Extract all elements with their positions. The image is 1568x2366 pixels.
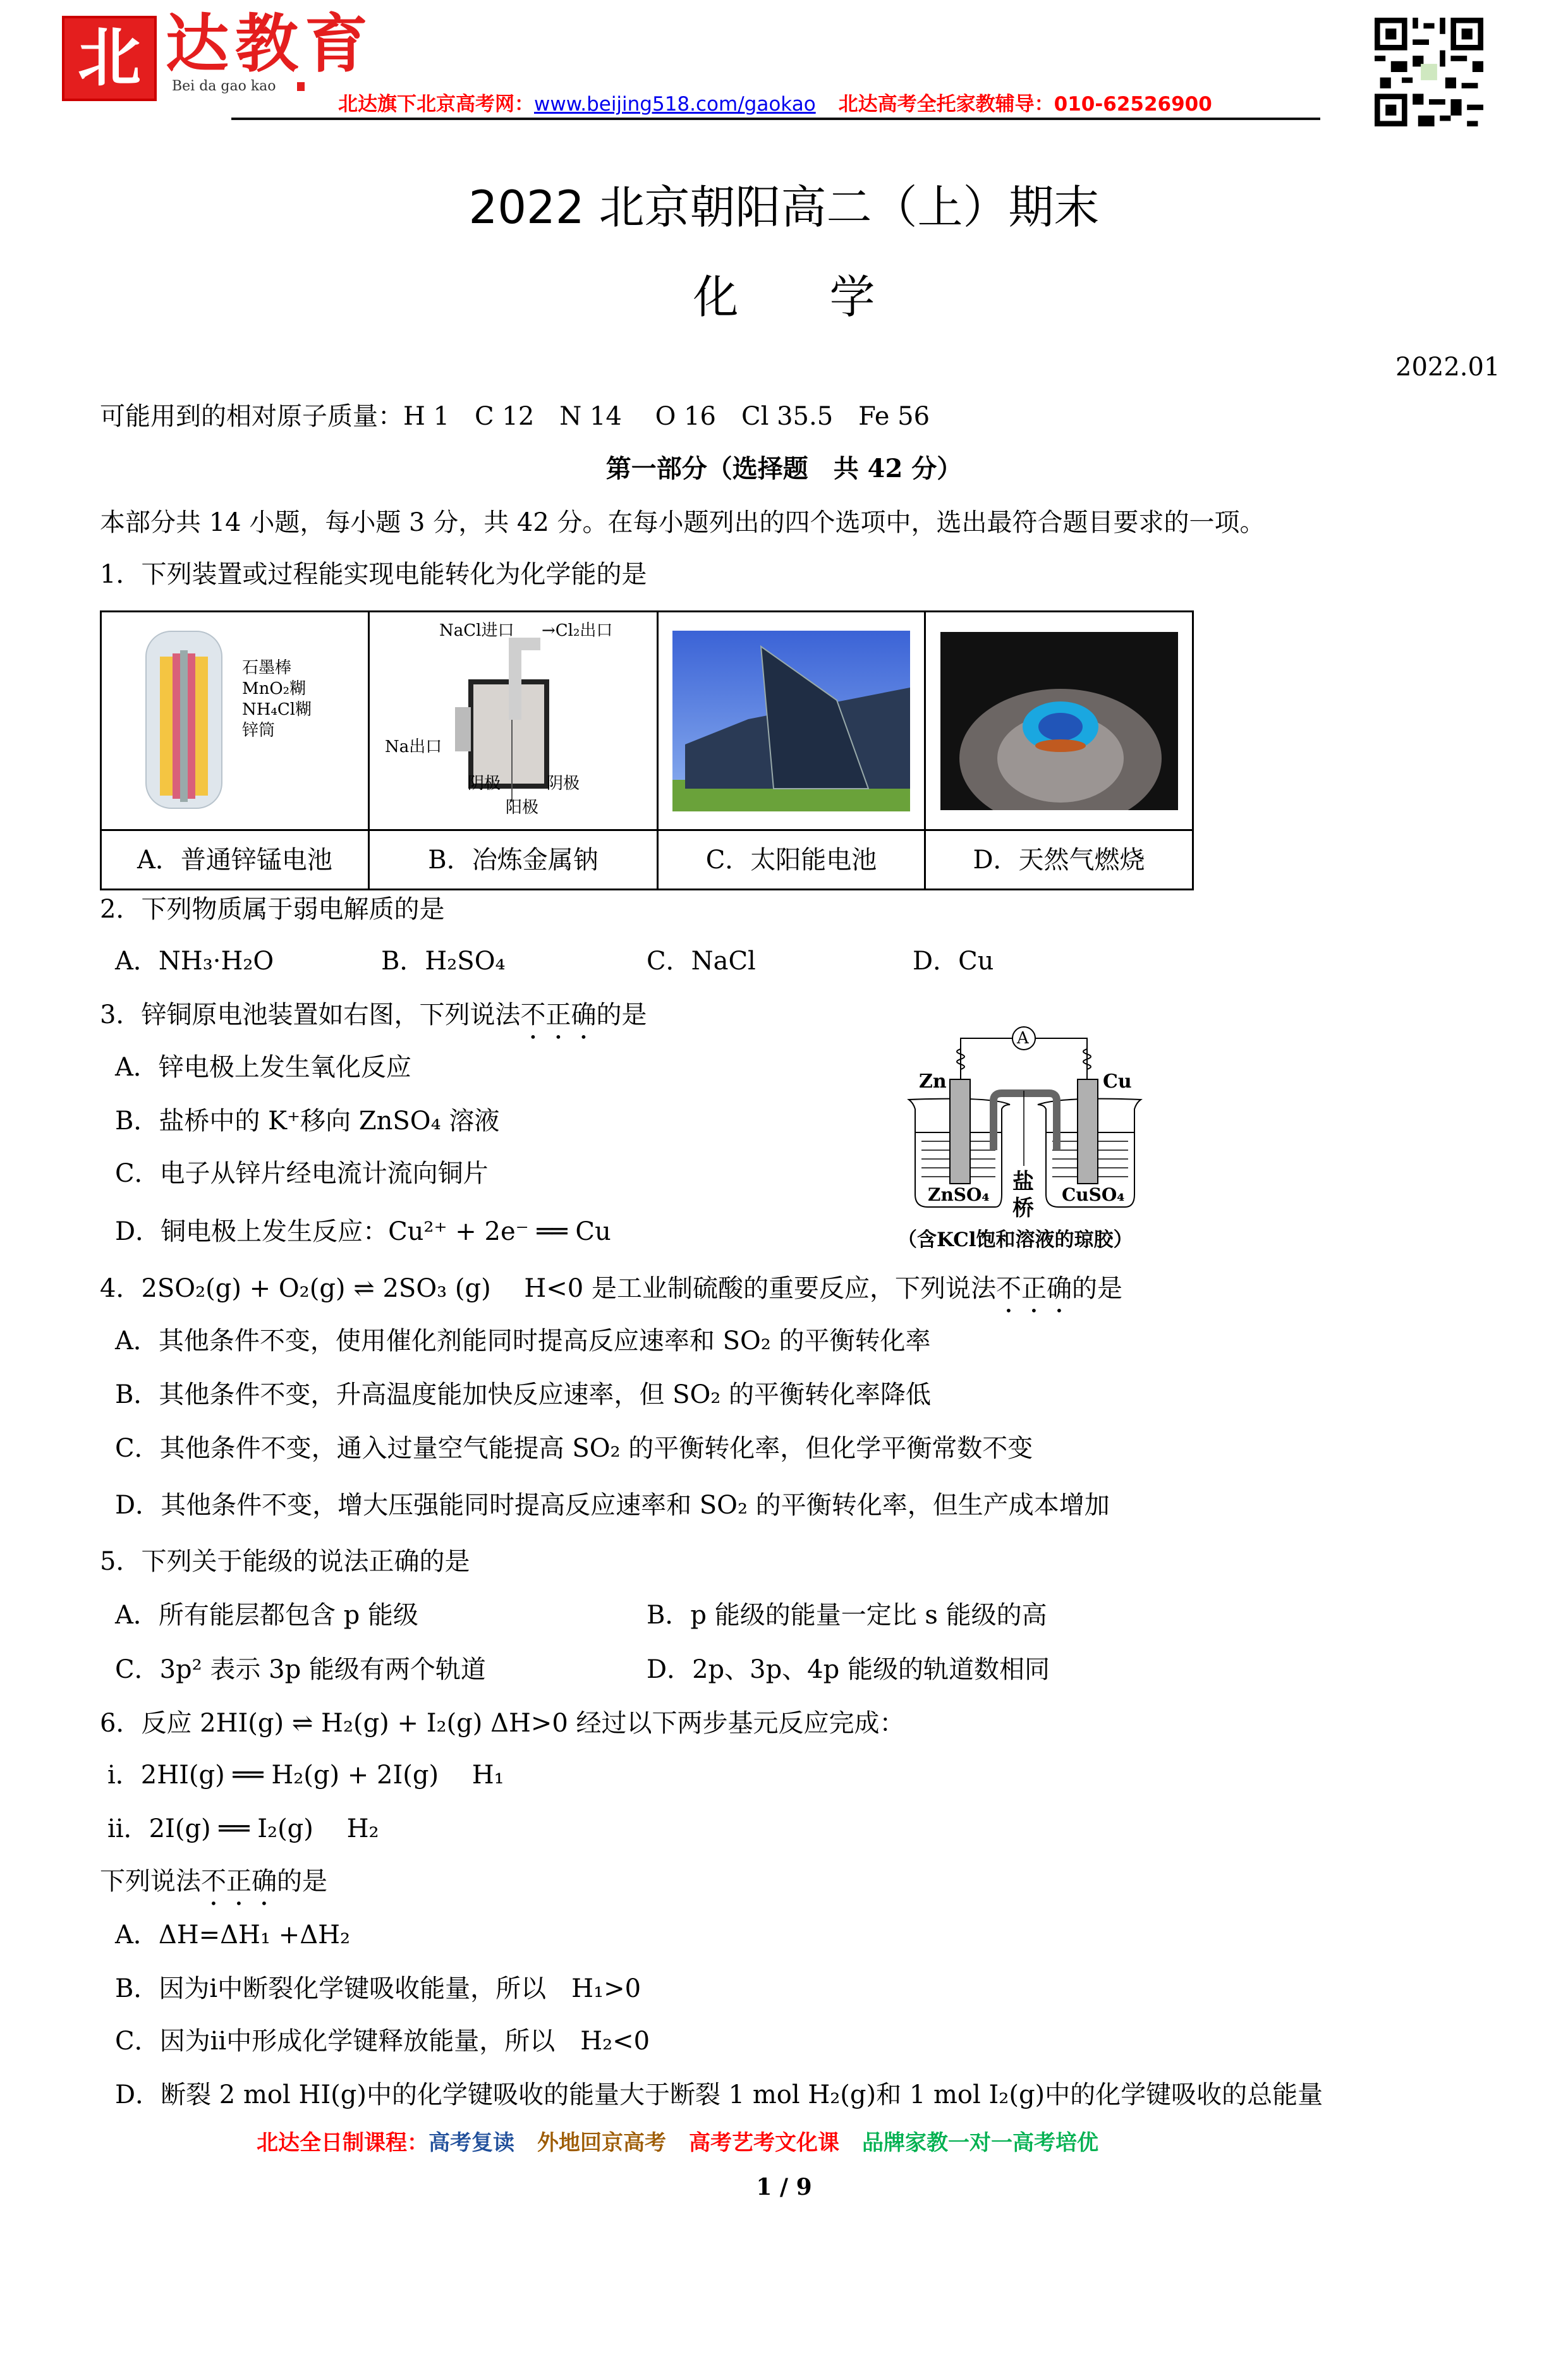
label-na-outlet: Na出口: [385, 737, 442, 756]
footer-item-art[interactable]: 高考艺考文化课: [689, 2130, 839, 2156]
brand-mark: [297, 82, 305, 91]
subject-title: 化 学: [693, 270, 875, 324]
q1-stem: 1．下列装置或过程能实现电能转化为化学能的是: [100, 560, 647, 589]
q1-option-a[interactable]: A．普通锌锰电池: [101, 830, 369, 890]
q6-ask-end: 的是: [277, 1867, 327, 1896]
q2-option-c[interactable]: C．NaCl: [647, 947, 756, 976]
znso4-label: ZnSO₄: [928, 1184, 990, 1205]
site-label: 北达旗下北京高考网：: [338, 93, 534, 116]
cuso4-label: CuSO₄: [1062, 1184, 1125, 1205]
q3-option-a[interactable]: A．锌电极上发生氧化反应: [115, 1053, 411, 1082]
q4-stem-end: 的是: [1071, 1274, 1122, 1303]
q5-stem: 5．下列关于能级的说法正确的是: [100, 1547, 470, 1576]
header-rule: [231, 118, 1320, 120]
figure-caption: （含KCl饱和溶液的琼胶）: [897, 1228, 1133, 1251]
q4-option-b[interactable]: B．其他条件不变，升高温度能加快反应速率，但 SO₂ 的平衡转化率降低: [115, 1380, 932, 1409]
q1-option-d[interactable]: D．天然气燃烧: [925, 830, 1193, 890]
q3-option-b[interactable]: B．盐桥中的 K⁺移向 ZnSO₄ 溶液: [115, 1107, 500, 1136]
logo: [62, 16, 157, 101]
q3-option-d[interactable]: D．铜电极上发生反应：Cu²⁺ + 2e⁻ ══ Cu: [115, 1217, 611, 1246]
q6-step-2: ⅱ．2I(g) ══ I₂(g) H₂: [107, 1814, 379, 1843]
q2-option-d[interactable]: D．Cu: [913, 947, 994, 976]
label-mno2-paste: MnO₂糊: [242, 679, 307, 698]
footer-banner: [257, 2130, 1098, 2156]
footer-item-return[interactable]: 外地回京高考: [537, 2130, 666, 2156]
site-link[interactable]: www.beijing518.com/gaokao: [534, 93, 816, 116]
zn-electrode-label: Zn: [919, 1071, 947, 1093]
label-zinc-can: 锌筒: [242, 721, 276, 740]
footer-label: 北达全日制课程：: [257, 2130, 428, 2156]
q1-option-b[interactable]: B．冶炼金属钠: [369, 830, 658, 890]
brand-name: 达教育: [166, 6, 374, 81]
q5-option-a[interactable]: A．所有能层都包含 p 能级: [115, 1601, 418, 1630]
label-nh4cl-paste: NH₄Cl糊: [242, 700, 312, 719]
q6-ask: [100, 1866, 327, 1911]
q5-option-b[interactable]: B．p 能级的能量一定比 s 能级的高: [647, 1601, 1047, 1630]
solar-panel-image: [658, 612, 925, 830]
q2-option-b[interactable]: B．H₂SO₄: [381, 947, 506, 976]
salt-bridge-label-2: 桥: [1012, 1196, 1034, 1221]
q2-stem: 2．下列物质属于弱电解质的是: [100, 895, 445, 924]
salt-bridge-label-1: 盐: [1012, 1169, 1034, 1194]
q3-stem-text: 3．锌铜原电池装置如右图，下列说法: [100, 1000, 521, 1029]
q6-ask-text: 下列说法: [100, 1867, 201, 1896]
q4-stem-text: 4．2SO₂(g) + O₂(g) ⇌ 2SO₃ (g) H<0 是工业制硫酸的重要反应，下列说法: [100, 1274, 996, 1303]
q3-option-c[interactable]: C．电子从锌片经电流计流向铜片: [115, 1159, 489, 1188]
q1-options-table: [100, 610, 1194, 890]
logo-char: 北: [78, 20, 141, 95]
emphasis-not-correct: 不正确: [201, 1867, 277, 1896]
sodium-electrolysis-figure: [369, 612, 658, 830]
footer-item-tutor[interactable]: 品牌家教一对一高考培优: [862, 2130, 1098, 2156]
label-graphite-rod: 石墨棒: [242, 658, 292, 677]
tutor-label: 北达高考全托家教辅导：: [838, 93, 1054, 116]
section-title: 第一部分（选择题 共 42 分）: [605, 454, 963, 483]
label-cathode-left: 阴极: [468, 774, 501, 793]
zinc-manganese-battery-figure: [101, 612, 369, 830]
label-anode: 阳极: [506, 798, 539, 817]
zinc-copper-cell-figure: [872, 998, 1176, 1264]
ammeter-label: A: [1017, 1029, 1029, 1048]
brand-pinyin: Bei da gao kao: [172, 78, 276, 94]
qr-code-icon[interactable]: [1373, 18, 1485, 126]
q6-step-1: ⅰ．2HI(g) ══ H₂(g) + 2I(g) H₁: [107, 1761, 504, 1790]
q6-stem: 6．反应 2HI(g) ⇌ H₂(g) + I₂(g) ΔH>0 经过以下两步基元反应完成：: [100, 1709, 905, 1738]
q6-option-a[interactable]: A．ΔH=ΔH₁ +ΔH₂: [115, 1920, 351, 1950]
q5-option-d[interactable]: D．2p、3p、4p 能级的轨道数相同: [647, 1655, 1050, 1684]
q6-option-b[interactable]: B．因为ⅰ中断裂化学键吸收能量，所以 H₁>0: [115, 1974, 641, 2003]
phone: 010-62526900: [1054, 93, 1212, 116]
q6-option-d[interactable]: D．断裂 2 mol HI(g)中的化学键吸收的能量大于断裂 1 mol H₂(g)和 1 mol I₂(g)中的化学键吸收的总能量: [115, 2080, 1323, 2109]
q3-stem-end: 的是: [596, 1000, 647, 1029]
q3-stem: [100, 999, 647, 1045]
q2-option-a[interactable]: A．NH₃·H₂O: [115, 947, 274, 976]
q4-option-d[interactable]: D．其他条件不变，增大压强能同时提高反应速率和 SO₂ 的平衡转化率，但生产成本增加: [115, 1491, 1110, 1520]
emphasis-not-correct: 不正确: [995, 1274, 1072, 1303]
page-title: 2022 北京朝阳高二（上）期末: [468, 181, 1100, 234]
section-intro: 本部分共 14 小题，每小题 3 分，共 42 分。在每小题列出的四个选项中，选出最符合题目要求的一项。: [100, 508, 1265, 537]
q1-option-c[interactable]: C．太阳能电池: [658, 830, 925, 890]
page-number: 1 / 9: [756, 2174, 812, 2200]
cu-electrode-label: Cu: [1103, 1071, 1132, 1093]
q6-option-c[interactable]: C．因为ⅱ中形成化学键释放能量，所以 H₂<0: [115, 2027, 650, 2056]
label-nacl-inlet: NaCl进口: [439, 621, 514, 640]
atomic-masses: 可能用到的相对原子质量：H 1 C 12 N 14 O 16 Cl 35.5 Fe 56: [100, 402, 930, 431]
label-cathode-right: 阴极: [547, 774, 580, 793]
footer-item-repeat[interactable]: 高考复读: [428, 2130, 514, 2156]
q4-option-a[interactable]: A．其他条件不变，使用催化剂能同时提高反应速率和 SO₂ 的平衡转化率: [115, 1326, 931, 1356]
exam-date: 2022.01: [1395, 353, 1500, 382]
header-banner: [338, 94, 1212, 115]
q4-option-c[interactable]: C．其他条件不变，通入过量空气能提高 SO₂ 的平衡转化率，但化学平衡常数不变: [115, 1434, 1033, 1463]
q5-option-c[interactable]: C．3p² 表示 3p 能级有两个轨道: [115, 1655, 486, 1684]
q4-stem: [100, 1273, 1122, 1318]
label-cl2-outlet: →Cl₂出口: [542, 621, 613, 640]
gas-stove-flame-image: [925, 612, 1193, 830]
emphasis-not-correct: 不正确: [520, 1000, 597, 1029]
